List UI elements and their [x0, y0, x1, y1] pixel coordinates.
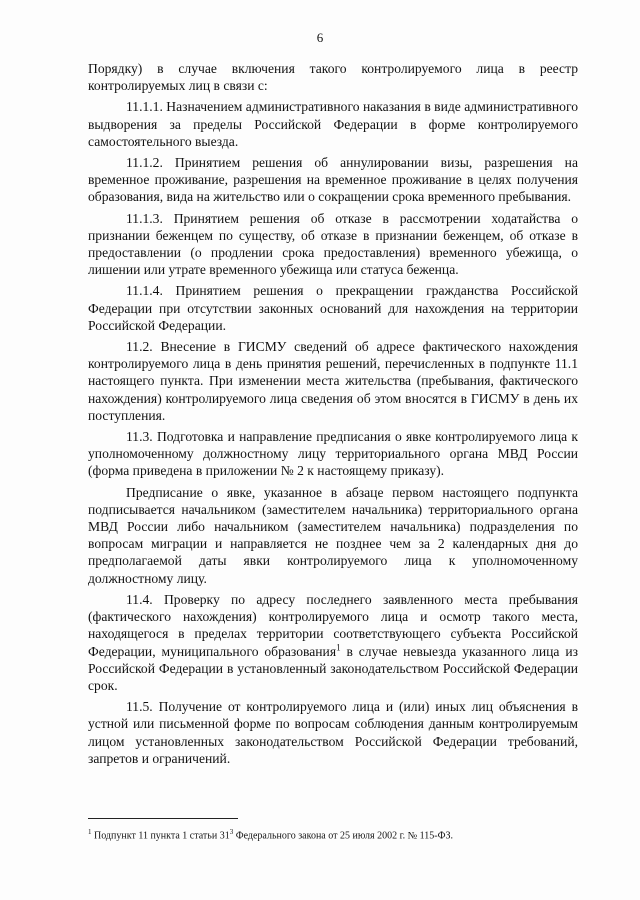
footnote-article-sup: 3	[229, 828, 234, 836]
document-body	[88, 60, 578, 771]
paragraph-11-2: 11.2. Внесение в ГИСМУ сведений об адресе фактического нахождения контролируемого лица в день принятия решений, перечисленных в подпункте 11.1 настоящего пункта. При изменении места жительства (пребывания, фактического нахождения) контролируемого лица сведения об этом вносятся в ГИСМУ в день их поступления.	[88, 339, 578, 423]
paragraph-continuation: Порядку) в случае включения такого контролируемого лица в реестр контролируемых лиц в связи с:	[88, 61, 578, 94]
footnote	[88, 826, 578, 842]
paragraph-11-4-text-end: в случае невыезда указанного лица из Российской Федерации в установленный законодательством Российской Федерации срок.	[88, 643, 578, 693]
paragraph-11-1-4: 11.1.4. Принятием решения о прекращении гражданства Российской Федерации при отсутствии законных оснований для нахождения на территории Российской Федерации.	[88, 283, 578, 333]
paragraph-11-4-text: 11.4. Проверку по адресу последнего заявленного места пребывания (фактического нахождения) контролируемого лица и осмотр такого места, находящегося в пределах территории соответствующего субъекта Российской Федерации, муниципального образования	[88, 591, 578, 659]
footnote-divider	[88, 818, 238, 819]
paragraph-11-1-1: 11.1.1. Назначением административного наказания в виде административного выдворения за пределы Российской Федерации в форме контролируемого самостоятельного выезда.	[88, 99, 578, 149]
footnote-text-end: Федерального закона от 25 июля 2002 г. № 115-ФЗ.	[233, 830, 454, 842]
page-number: 6	[316, 30, 324, 45]
paragraph-11-3: 11.3. Подготовка и направление предписания о явке контролируемого лица к уполномоченному должностному лицу территориального органа МВД России (форма приведена в приложении № 2 к настоящему приказу).	[88, 429, 578, 479]
paragraph-11-5: 11.5. Получение от контролируемого лица и (или) иных лиц объяснения в устной или письменной форме по вопросам соблюдения данным контролируемым лицом установленных законодательством Российской Федерации требований, запретов и ограничений.	[88, 699, 578, 766]
paragraph-11-1-3: 11.1.3. Принятием решения об отказе в рассмотрении ходатайства о признании беженцем по существу, об отказе в признании беженцем, об отказе в предоставлении (о продлении срока предоставления) временного убежища, о лишении или утрате временного убежища или статуса беженца.	[88, 210, 578, 278]
paragraph-11-4	[88, 591, 578, 694]
footnote-mark: 1	[88, 828, 92, 836]
paragraph-11-1-2: 11.1.2. Принятием решения об аннулировании визы, разрешения на временное проживание, разрешения на временное проживание в целях получения образования, вида на жительство или о сокращении срока временного пребывания.	[88, 155, 578, 205]
paragraph-notice: Предписание о явке, указанное в абзаце первом настоящего подпункта подписывается начальником (заместителем начальника) территориального органа МВД России либо начальником (заместителем начальника) подразделения по вопросам миграции и направляется не позднее чем за 2 календарных дня до предполагаемой даты явки контролируемого лица к уполномоченному должностному лицу.	[88, 484, 578, 586]
footnote-text: Подпункт 11 пункта 1 статьи 31	[91, 830, 230, 842]
footnote-reference[interactable]: 1	[336, 641, 341, 652]
